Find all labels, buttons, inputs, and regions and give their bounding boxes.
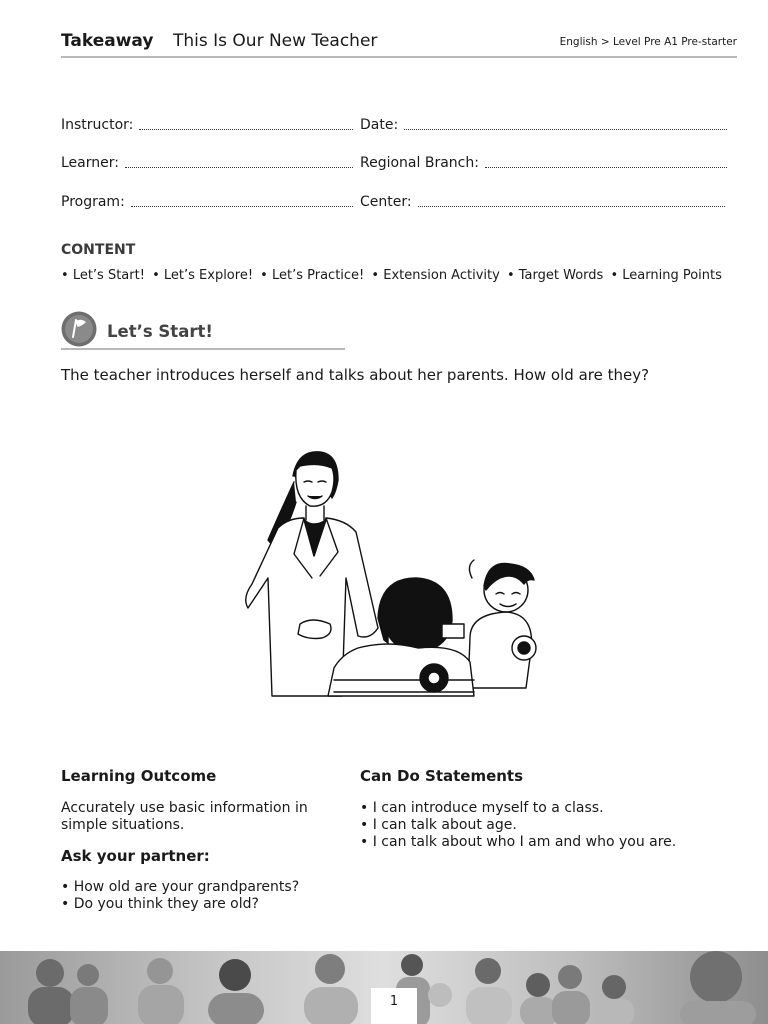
- page-number: 1: [389, 994, 399, 1009]
- content-list: [61, 268, 725, 283]
- page-header: [61, 30, 737, 58]
- content-item: • Let’s Practice!: [260, 268, 364, 283]
- can-do-item: • I can talk about who I am and who you are.: [360, 834, 676, 851]
- content-item: • Extension Activity: [371, 268, 499, 283]
- learning-outcome-text: Accurately use basic information in simple situations.: [61, 800, 308, 833]
- ask-partner-heading: Ask your partner:: [61, 847, 210, 865]
- learner-line[interactable]: [125, 155, 353, 168]
- header-kicker: Takeaway: [61, 31, 154, 51]
- section-divider: [61, 348, 345, 350]
- ask-partner-list: [61, 879, 299, 913]
- breadcrumb: English > Level Pre A1 Pre-starter: [559, 36, 737, 48]
- regional-branch-label: Regional Branch:: [360, 155, 479, 171]
- regional-branch-field[interactable]: [360, 151, 727, 171]
- flag-icon: [61, 311, 97, 347]
- content-item: • Let’s Explore!: [152, 268, 253, 283]
- ask-item: • Do you think they are old?: [61, 896, 299, 913]
- instructor-label: Instructor:: [61, 117, 134, 133]
- can-do-item: • I can talk about age.: [360, 817, 676, 834]
- instructor-field[interactable]: [61, 113, 353, 133]
- learner-label: Learner:: [61, 155, 119, 171]
- can-do-list: [360, 800, 676, 851]
- lets-start-prompt: The teacher introduces herself and talks about her parents. How old are they?: [61, 366, 650, 384]
- program-label: Program:: [61, 194, 125, 210]
- date-line[interactable]: [404, 117, 727, 130]
- can-do-heading: Can Do Statements: [360, 767, 524, 785]
- instructor-line[interactable]: [139, 117, 353, 130]
- date-field[interactable]: [360, 113, 727, 133]
- lets-start-heading: Let’s Start!: [107, 322, 213, 341]
- content-item: • Target Words: [507, 268, 603, 283]
- content-item: • Learning Points: [610, 268, 721, 283]
- content-heading: CONTENT: [61, 242, 136, 258]
- center-field[interactable]: [360, 190, 725, 210]
- can-do-item: • I can introduce myself to a class.: [360, 800, 676, 817]
- center-label: Center:: [360, 194, 412, 210]
- regional-branch-line[interactable]: [485, 155, 727, 168]
- learner-field[interactable]: [61, 151, 353, 171]
- program-line[interactable]: [131, 194, 353, 207]
- content-item: • Let’s Start!: [61, 268, 145, 283]
- date-label: Date:: [360, 117, 399, 133]
- program-field[interactable]: [61, 190, 353, 210]
- center-line[interactable]: [418, 194, 725, 207]
- page-title: This Is Our New Teacher: [173, 31, 378, 51]
- learning-outcome-heading: Learning Outcome: [61, 767, 217, 785]
- ask-item: • How old are your grandparents?: [61, 879, 299, 896]
- teacher-students-illustration: [238, 448, 538, 700]
- page-number-box: [371, 988, 417, 1024]
